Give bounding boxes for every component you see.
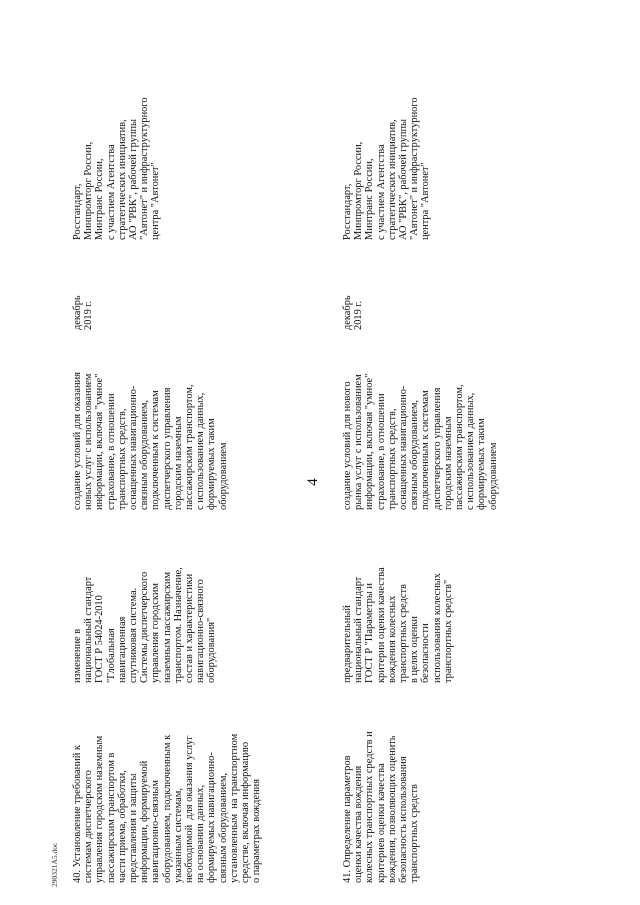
footer-code: 290321A5.doc xyxy=(50,842,59,887)
table-row xyxy=(342,0,499,905)
item-text: 40. Установление требований к системам диспетчерского управления городским наземным пассажирским транспортом в части приема, обработки, представления и защиты информации, формируемой навигационно-связным оборудованием, подключенным к указанным системам, необходимой для оказания услуг на основании данных, формируемых навигационно- связным оборудованием, установленным на транспортном средстве, включая информацию о параметрах вождения xyxy=(72,733,263,883)
result-text: создание условий для оказания новых услуг с использованием информации, включая "умное" страхование, в отношении транспортных средств, оснащенных навигационно- связным оборудованием, подключенным к системам диспетчерского управления городским наземным пассажирским транспортом, с использованием данных, формируемых таким оборудованием xyxy=(72,372,229,510)
document-text: изменение в национальный стандарт ГОСТ Р 54024-2010 "Глобальная навигационная спутниковая система. Системы диспетчерского управления городским наземным пассажирским транспортом. Назначение, состав и характеристики навигационно-связного оборудования" xyxy=(72,567,218,683)
responsible-text: Росстандарт, Минпромторг России, Минтранс России, с участием Агентства стратегических инициатив, АО "РВК", рабочей группы "Автонет" и инфраструктурного центра "Автонет" xyxy=(342,97,432,240)
deadline-text: декабрь 2019 г. xyxy=(72,295,95,330)
result-text: создание условий для нового рынка услуг с использованием информации, включая "умное" страхование, в отношении транспортных средств, оснащенных навигационно- связным оборудованием, подключенным к системам диспетчерского управления городским наземным пассажирским транспортом, с использованием данных, формируемых таким оборудованием xyxy=(342,373,499,510)
document-text: предварительный национальный стандарт ГОСТ Р "Параметры и критерии оценки качества вождения колесных транспортных средств в целях оценки безопасности использования колесных транспортных средств" xyxy=(342,567,454,683)
item-text: 41. Определение параметров оценки качества вождения колесных транспортных средств и критериев оценки качества вождения, позволяющих оценить безопасность использования транспортных средств xyxy=(342,731,421,883)
deadline-text: декабрь 2019 г. xyxy=(342,295,365,330)
page-number: 4 xyxy=(305,478,321,486)
table-row xyxy=(72,0,302,905)
responsible-text: Росстандарт, Минпромторг России, Минтранс России, с участием Агентства стратегических инициатив, АО "РВК", рабочей группы "Автонет" и инфраструктурного центра "Автонет" xyxy=(72,97,162,240)
